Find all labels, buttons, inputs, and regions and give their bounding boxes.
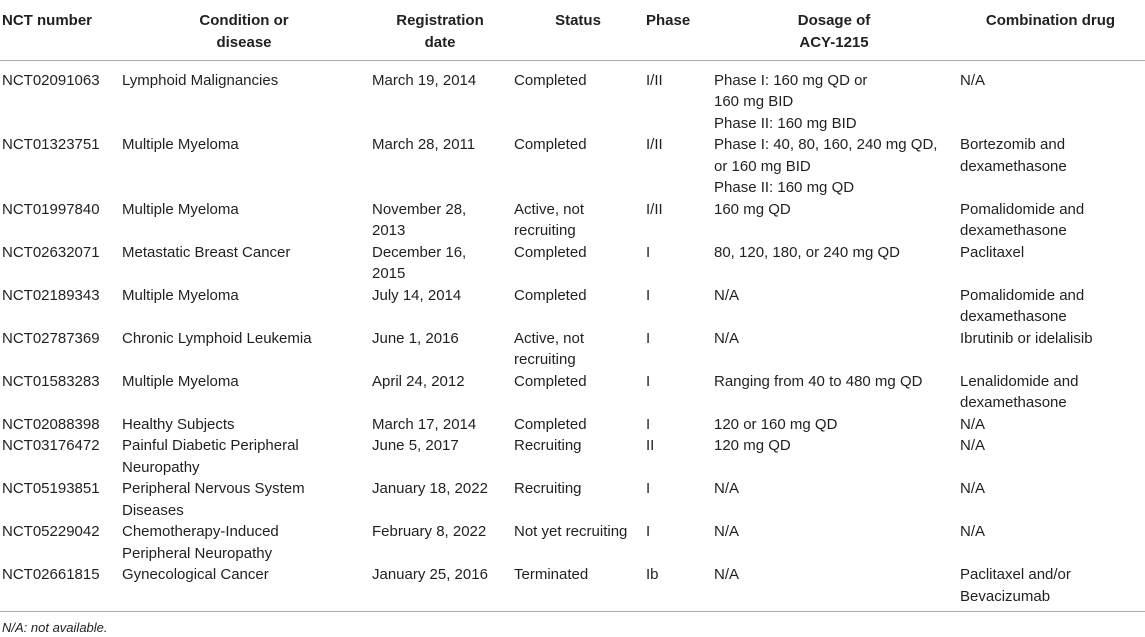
cell-text-line: 80, 120, 180, or 240 mg QD bbox=[714, 243, 900, 261]
cell-phase: I bbox=[646, 480, 651, 497]
cell-condition bbox=[120, 414, 370, 436]
header-row bbox=[0, 0, 1145, 60]
cell-text-line: N/A bbox=[960, 415, 986, 433]
cell-condition bbox=[120, 199, 370, 242]
cell-registration-date bbox=[370, 242, 512, 285]
header-text-line: disease bbox=[216, 33, 272, 51]
table-header bbox=[0, 0, 1145, 60]
cell-nct-number: NCT02632071 bbox=[2, 243, 100, 261]
cell-combination-drug bbox=[958, 285, 1145, 328]
cell-dosage bbox=[712, 521, 958, 564]
table-row bbox=[0, 371, 1145, 414]
cell-status bbox=[512, 371, 646, 414]
cell-phase: I/II bbox=[646, 71, 663, 89]
table-row bbox=[0, 435, 1145, 478]
cell-text-line: Lenalidomide and bbox=[960, 372, 1079, 390]
cell-combination-drug bbox=[958, 134, 1145, 199]
table-row bbox=[0, 60, 1145, 134]
cell-text-line: Chronic Lymphoid Leukemia bbox=[122, 329, 312, 347]
cell-phase: I bbox=[646, 329, 651, 347]
cell-registration-date bbox=[370, 564, 512, 612]
cell-text-line: N/A bbox=[960, 71, 986, 89]
cell-nct-number: NCT02088398 bbox=[2, 415, 100, 433]
cell-text-line: Pomalidomide and bbox=[960, 286, 1085, 304]
cell-combination-drug bbox=[958, 435, 1145, 478]
header-registration-date bbox=[370, 0, 512, 60]
cell-status bbox=[512, 564, 646, 612]
cell-text-line: 120 mg QD bbox=[714, 437, 791, 454]
cell-condition bbox=[120, 285, 370, 328]
cell-text-line: Peripheral Neuropathy bbox=[122, 544, 273, 562]
cell-text-line: Multiple Myeloma bbox=[122, 200, 239, 218]
cell-registration-date bbox=[370, 199, 512, 242]
table-row bbox=[0, 199, 1145, 242]
cell-text-line: N/A bbox=[714, 523, 740, 540]
cell-dosage bbox=[712, 478, 958, 521]
cell-text-line: June 1, 2016 bbox=[372, 329, 459, 347]
cell-phase: I bbox=[646, 286, 651, 304]
table-row bbox=[0, 285, 1145, 328]
cell-text-line: Multiple Myeloma bbox=[122, 136, 239, 153]
cell-text-line: March 28, 2011 bbox=[372, 136, 476, 153]
cell-text-line: N/A bbox=[960, 523, 986, 540]
cell-text-line: Completed bbox=[514, 243, 587, 261]
cell-text-line: Gynecological Cancer bbox=[122, 566, 269, 583]
header-dosage bbox=[712, 0, 958, 60]
cell-combination-drug bbox=[958, 414, 1145, 436]
header-status bbox=[512, 0, 646, 60]
header-text-line: Dosage of bbox=[797, 12, 871, 29]
cell-nct-number: NCT05229042 bbox=[2, 523, 100, 540]
header-text-line: Combination drug bbox=[985, 12, 1116, 29]
header-nct-number bbox=[0, 0, 120, 60]
cell-status bbox=[512, 478, 646, 521]
cell-nct-number: NCT02787369 bbox=[2, 329, 100, 347]
cell-registration-date bbox=[370, 414, 512, 436]
cell-text-line: November 28, bbox=[372, 200, 467, 218]
cell-text-line: N/A bbox=[714, 286, 740, 304]
cell-text-line: Phase I: 40, 80, 160, 240 mg QD, bbox=[714, 136, 938, 153]
cell-text-line: Painful Diabetic Peripheral bbox=[122, 437, 299, 454]
cell-nct-number: NCT02189343 bbox=[2, 286, 100, 304]
cell-registration-date bbox=[370, 371, 512, 414]
cell-text-line: Bortezomib and bbox=[960, 136, 1066, 153]
cell-text-line: N/A bbox=[960, 437, 986, 454]
table-body bbox=[0, 60, 1145, 612]
cell-condition bbox=[120, 134, 370, 199]
header-text-line: Condition or bbox=[199, 12, 289, 29]
cell-status bbox=[512, 414, 646, 436]
cell-text-line: Multiple Myeloma bbox=[122, 372, 239, 390]
cell-dosage bbox=[712, 371, 958, 414]
cell-condition bbox=[120, 242, 370, 285]
header-text-line: Phase bbox=[646, 12, 691, 29]
cell-text-line: July 14, 2014 bbox=[372, 286, 462, 304]
header-text-line: date bbox=[424, 33, 456, 51]
cell-text-line: Phase I: 160 mg QD or bbox=[714, 71, 868, 89]
cell-text-line: 2015 bbox=[372, 265, 406, 282]
header-text-line: Status bbox=[555, 12, 601, 29]
cell-registration-date bbox=[370, 521, 512, 564]
table-row bbox=[0, 414, 1145, 436]
cell-combination-drug bbox=[958, 478, 1145, 521]
cell-text-line: Chemotherapy-Induced bbox=[122, 523, 279, 540]
cell-text-line: N/A bbox=[714, 566, 740, 583]
cell-text-line: or 160 mg BID bbox=[714, 157, 811, 175]
cell-combination-drug bbox=[958, 199, 1145, 242]
cell-text-line: June 5, 2017 bbox=[372, 437, 459, 454]
cell-text-line: dexamethasone bbox=[960, 394, 1067, 411]
header-condition bbox=[120, 0, 370, 60]
cell-text-line: Recruiting bbox=[514, 480, 582, 497]
cell-text-line: 120 or 160 mg QD bbox=[714, 415, 838, 433]
cell-combination-drug bbox=[958, 60, 1145, 134]
cell-status bbox=[512, 521, 646, 564]
cell-text-line: March 17, 2014 bbox=[372, 415, 477, 433]
cell-combination-drug bbox=[958, 242, 1145, 285]
cell-status bbox=[512, 328, 646, 371]
cell-combination-drug bbox=[958, 328, 1145, 371]
cell-text-line: December 16, bbox=[372, 243, 467, 261]
cell-text-line: Paclitaxel and/or bbox=[960, 566, 1071, 583]
cell-text-line: Phase II: 160 mg QD bbox=[714, 179, 855, 196]
cell-text-line: January 25, 2016 bbox=[372, 566, 488, 583]
cell-phase: Ib bbox=[646, 564, 712, 612]
cell-text-line: February 8, 2022 bbox=[372, 523, 487, 540]
cell-combination-drug bbox=[958, 371, 1145, 414]
cell-dosage bbox=[712, 199, 958, 242]
cell-phase: I bbox=[646, 372, 651, 390]
cell-condition bbox=[120, 60, 370, 134]
cell-text-line: April 24, 2012 bbox=[372, 372, 465, 390]
cell-condition bbox=[120, 521, 370, 564]
cell-text-line: Neuropathy bbox=[122, 458, 200, 476]
cell-text-line: Peripheral Nervous System bbox=[122, 480, 305, 497]
cell-dosage bbox=[712, 328, 958, 371]
cell-dosage bbox=[712, 285, 958, 328]
cell-registration-date bbox=[370, 285, 512, 328]
table-row bbox=[0, 134, 1145, 199]
cell-text-line: Completed bbox=[514, 136, 587, 153]
table-row bbox=[0, 242, 1145, 285]
cell-registration-date bbox=[370, 134, 512, 199]
cell-registration-date bbox=[370, 60, 512, 134]
cell-text-line: N/A bbox=[714, 329, 740, 347]
cell-combination-drug bbox=[958, 521, 1145, 564]
cell-text-line: Phase II: 160 mg BID bbox=[714, 114, 857, 132]
cell-phase: I/II bbox=[646, 136, 663, 153]
cell-dosage bbox=[712, 414, 958, 436]
table-row bbox=[0, 478, 1145, 521]
cell-text-line: Active, not bbox=[514, 200, 585, 218]
cell-text-line: January 18, 2022 bbox=[372, 480, 488, 497]
cell-text-line: Completed bbox=[514, 372, 587, 390]
cell-phase: I/II bbox=[646, 200, 663, 218]
cell-text-line: dexamethasone bbox=[960, 157, 1067, 175]
cell-dosage bbox=[712, 134, 958, 199]
header-text-line: NCT number bbox=[2, 12, 92, 29]
cell-nct-number: NCT01583283 bbox=[2, 372, 100, 390]
table-row bbox=[0, 564, 1145, 612]
cell-dosage bbox=[712, 60, 958, 134]
cell-text-line: Completed bbox=[514, 415, 587, 433]
cell-text-line: Multiple Myeloma bbox=[122, 286, 239, 304]
header-combination-drug bbox=[958, 0, 1145, 60]
cell-text-line: Active, not bbox=[514, 329, 585, 347]
header-text-line: ACY-1215 bbox=[799, 33, 869, 51]
cell-condition bbox=[120, 328, 370, 371]
cell-combination-drug bbox=[958, 564, 1145, 612]
header-text-line: Registration bbox=[396, 12, 484, 29]
cell-text-line: 160 mg QD bbox=[714, 200, 791, 218]
cell-condition bbox=[120, 371, 370, 414]
cell-text-line: N/A bbox=[960, 480, 986, 497]
cell-text-line: recruiting bbox=[514, 222, 576, 239]
cell-text-line: Recruiting bbox=[514, 437, 582, 454]
cell-text-line: Not yet recruiting bbox=[514, 523, 628, 540]
cell-registration-date bbox=[370, 478, 512, 521]
cell-status bbox=[512, 285, 646, 328]
cell-dosage bbox=[712, 242, 958, 285]
cell-text-line: dexamethasone bbox=[960, 308, 1067, 325]
cell-nct-number: NCT02661815 bbox=[0, 564, 120, 612]
header-phase bbox=[646, 0, 712, 60]
cell-text-line: Terminated bbox=[514, 566, 589, 583]
cell-condition bbox=[120, 435, 370, 478]
cell-text-line: Paclitaxel bbox=[960, 243, 1025, 261]
cell-registration-date bbox=[370, 328, 512, 371]
cell-text-line: Lymphoid Malignancies bbox=[122, 71, 279, 89]
cell-status bbox=[512, 242, 646, 285]
cell-text-line: Completed bbox=[514, 286, 587, 304]
cell-phase: I bbox=[646, 523, 651, 540]
cell-nct-number: NCT01997840 bbox=[2, 200, 100, 218]
table-row bbox=[0, 521, 1145, 564]
cell-dosage bbox=[712, 435, 958, 478]
cell-text-line: 160 mg BID bbox=[714, 93, 794, 110]
cell-status bbox=[512, 134, 646, 199]
cell-nct-number: NCT02091063 bbox=[2, 71, 100, 89]
cell-registration-date bbox=[370, 435, 512, 478]
cell-condition bbox=[120, 478, 370, 521]
cell-status bbox=[512, 435, 646, 478]
cell-dosage bbox=[712, 564, 958, 612]
table-row bbox=[0, 328, 1145, 371]
cell-text-line: Ranging from 40 to 480 mg QD bbox=[714, 372, 923, 390]
cell-text-line: Bevacizumab bbox=[960, 587, 1051, 605]
cell-text-line: March 19, 2014 bbox=[372, 71, 477, 89]
cell-text-line: Healthy Subjects bbox=[122, 415, 235, 433]
cell-text-line: Completed bbox=[514, 71, 587, 89]
cell-phase: I bbox=[646, 415, 651, 433]
cell-condition bbox=[120, 564, 370, 612]
cell-status bbox=[512, 60, 646, 134]
cell-text-line: Diseases bbox=[122, 501, 184, 519]
cell-nct-number: NCT01323751 bbox=[2, 136, 100, 153]
cell-phase: II bbox=[646, 437, 655, 454]
cell-phase: I bbox=[646, 243, 651, 261]
cell-nct-number: NCT05193851 bbox=[2, 480, 100, 497]
cell-text-line: Metastatic Breast Cancer bbox=[122, 243, 291, 261]
cell-text-line: 2013 bbox=[372, 222, 406, 239]
cell-nct-number: NCT03176472 bbox=[2, 437, 100, 454]
cell-text-line: N/A bbox=[714, 480, 740, 497]
cell-status bbox=[512, 199, 646, 242]
cell-text-line: recruiting bbox=[514, 351, 576, 368]
cell-text-line: dexamethasone bbox=[960, 222, 1067, 239]
cell-text-line: Pomalidomide and bbox=[960, 200, 1085, 218]
cell-text-line: Ibrutinib or idelalisib bbox=[960, 329, 1093, 347]
footnote: N/A: not available. bbox=[2, 620, 108, 635]
